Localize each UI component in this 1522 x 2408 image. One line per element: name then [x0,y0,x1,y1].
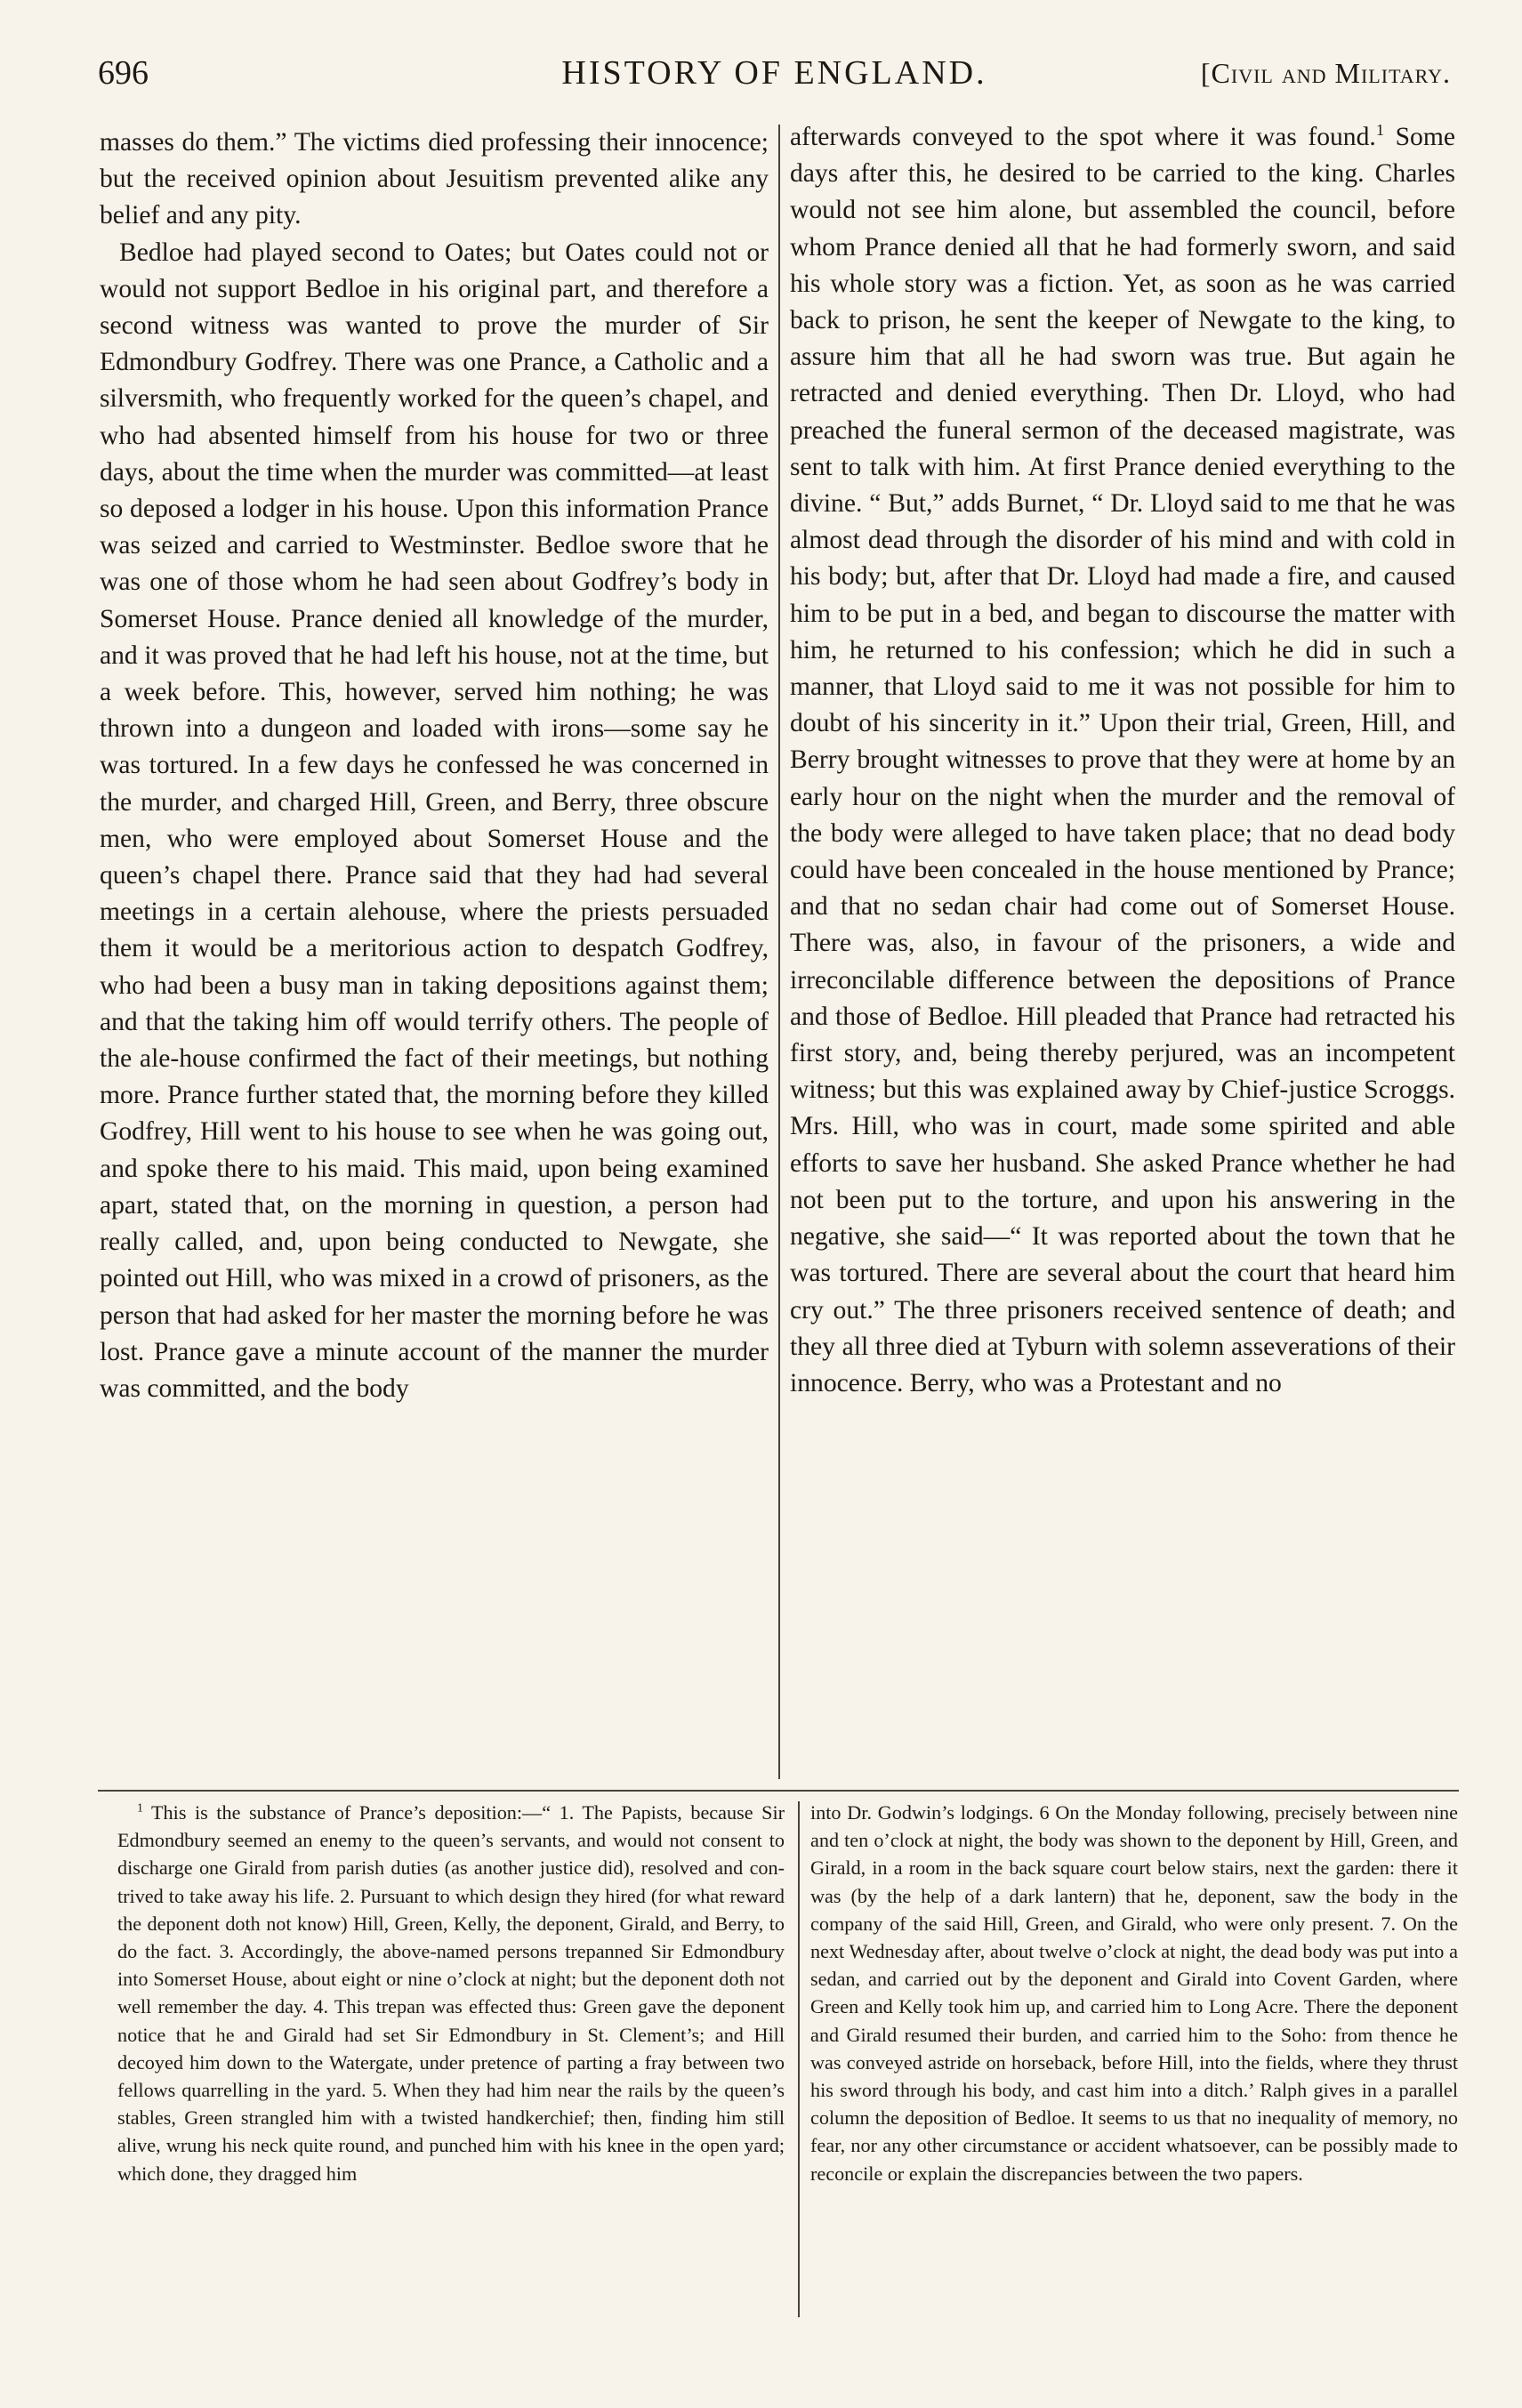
footnote [117,1799,785,2187]
main-text-left-column [100,125,769,1775]
page-number: 696 [98,54,149,92]
footnote-right-column [810,1799,1458,2315]
text-run: afterwards conveyed to the spot where it was found. [790,123,1376,151]
section-label: [Civil and Military. [1200,57,1451,89]
text-run: Some days after this, he desired to be carried to the king. Charles would not see him alone, but assembled the council, before whom Prance denied all that he had formerly sworn, and said his whole story was a fiction. Yet, as soon as he was carried back to prison, he sent the keeper of Newgate to the king, to assure him that all he had sworn was true. But again he retracted and denied everything. Then Dr. Lloyd, who had preached the funeral sermon of the deceased magistrate, was sent to talk with him. At first Prance denied everything to the divine. “ But,” adds Burnet, “ Dr. Lloyd said to me that he was almost dead through the disorder of his mind and with cold in his body; but, after that Dr. Lloyd had made a fire, and caused him to be put in a bed, and began to discourse the matter with him, he returned to his confession; which he did in such a manner, that Lloyd said to me it was not possible for him to doubt of his sincerity in it.” Upon their trial, Green, Hill, and Berry brought witnesses to prove that they were at home by an early hour on the night when the murder and the removal of the body were alleged to have taken place; that no dead body could have been concealed in the house mentioned by Prance; and that no sedan chair had come out of Somerset House. There was, also, in favour of the prisoners, a wide and irreconcilable difference between the depositions of Prance and those of Bedloe. Hill pleaded that Prance had retracted his first story, and, being thereby perjured, was an incompetent witness; but this was explained away by Chief-justice Scroggs. Mrs. Hill, who was in court, made some spirited and able efforts to save her husband. She asked Prance whether he had not been put to the torture, and upon his answering in the negative, she said—“ It was reported about the town that he was tortured. There are several about the court that heard him cry out.” The three prisoners received sentence of death; and they all three died at Tyburn with solemn asseverations of their innocence. Berry, who was a Protestant and no [790,123,1455,1397]
footnote-continuation: into Dr. Godwin’s lodgings. 6 On the Monday following, precisely between nine and ten o’clock at night, the body was shown to the deponent by Hill, Green, and Girald, in a room in the back square court below stairs, next the garden: there it was (by the help of a dark lantern) that he, deponent, saw the body in the company of the said Hill, Green, and Girald, who were only present. 7. On the next Wednesday after, about twelve o’clock at night, the dead body was put into a sedan, and carried out by the deponent and Girald into Covent Garden, where Green and Kelly took him up, and carried him to Long Acre. There the deponent and Girald resumed their burden, and carried him to the Soho: from thence he was conveyed astride on horseback, before Hill, into the fields, where they thrust his sword through his body, and cast him into a ditch.’ Ralph gives in a parallel column the deposition of Bedloe. It seems to us that no inequality of memory, no fear, nor any other circumstance or accident whatsoever, can be possibly made to reconcile or explain the discrepancies between the two papers. [810,1801,1458,2185]
footnote-reference: 1 [1375,121,1384,140]
footnote-column-divider [798,1801,800,2317]
paragraph [790,119,1455,1402]
footnote-separator [98,1790,1459,1792]
footnote-marker: 1 [137,1800,143,1815]
paragraph: Bedloe had played second to Oates; but Oates could not or would not support Bedloe in his original part, and therefore a second witness was wanted to prove the murder of Sir Edmondbury Godfrey. There was one Prance, a Catholic and a silversmith, who frequently worked for the queen’s chapel, and who had absented himself from his house for two or three days, about the time when the murder was committed—at least so deposed a lodger in his house. Upon this information Prance was seized and carried to Westminster. Bedloe swore that he was one of those whom he had seen about Godfrey’s body in Somerset House. Prance denied all knowledge of the murder, and it was proved that he had left his house, not at the time, but a week before. This, however, served him nothing; he was thrown into a dungeon and loaded with irons—some say he was tortured. In a few days he confessed he was concerned in the murder, and charged Hill, Green, and Berry, three obscure men, who were employed about Somerset House and the queen’s chapel there. Prance said that they had had several meetings in a certain alehouse, where the priests persuaded them it would be a meritorious action to despatch Godfrey, who had been a busy man in taking depositions against them; and that the taking him off would terrify others. The people of the ale-house confirmed the fact of their meetings, but nothing more. Prance further stated that, the morning before they killed Godfrey, Hill went to his house to see when he was going out, and spoke there to his maid. This maid, upon being examined apart, stated that, on the morning in question, a person had really called, and, upon being conducted to Newgate, she pointed out Hill, who was mixed in a crowd of prisoners, as the person that had asked for her master the morning before he was lost. Prance gave a minute account of the manner the murder was committed, and the body [100,238,769,1403]
main-text-right-column [790,119,1455,1792]
footnote-left-column [117,1799,785,2315]
page-header [98,53,1451,98]
paragraph: masses do them.” The victims died professing their innocence; but the received opinion about Jesuitism prevented alike any belief and any pity. [100,128,769,230]
running-title: HISTORY OF ENGLAND. [561,54,987,92]
column-divider [778,125,780,1779]
footnote-text: This is the substance of Prance’s deposition:—“ 1. The Papists, because Sir Edmondbury seemed an enemy to the queen’s servants, and would not consent to discharge one Girald from parish duties (as another justice did), resolved and contrived to take away his life. 2. Pursuant to which design they hired (for what reward the deponent doth not know) Hill, Green, Kelly, the deponent, Girald, and Berry, to do the fact. 3. Accordingly, the above-named persons trepanned Sir Edmondbury into Somerset House, about eight or nine o’clock at night; but the deponent doth not well remember the day. 4. This trepan was effected thus: Green gave the deponent notice that he and Girald had set Sir Edmondbury in St. Clement’s; and Hill decoyed him down to the Watergate, under pretence of parting a fray between two fellows quarrelling in the yard. 5. When they had him near the rails by the queen’s stables, Green strangled him with a twisted handkerchief; then, finding him still alive, wrung his neck quite round, and punched him with his knee in the open yard; which done, they dragged him [117,1801,785,2185]
